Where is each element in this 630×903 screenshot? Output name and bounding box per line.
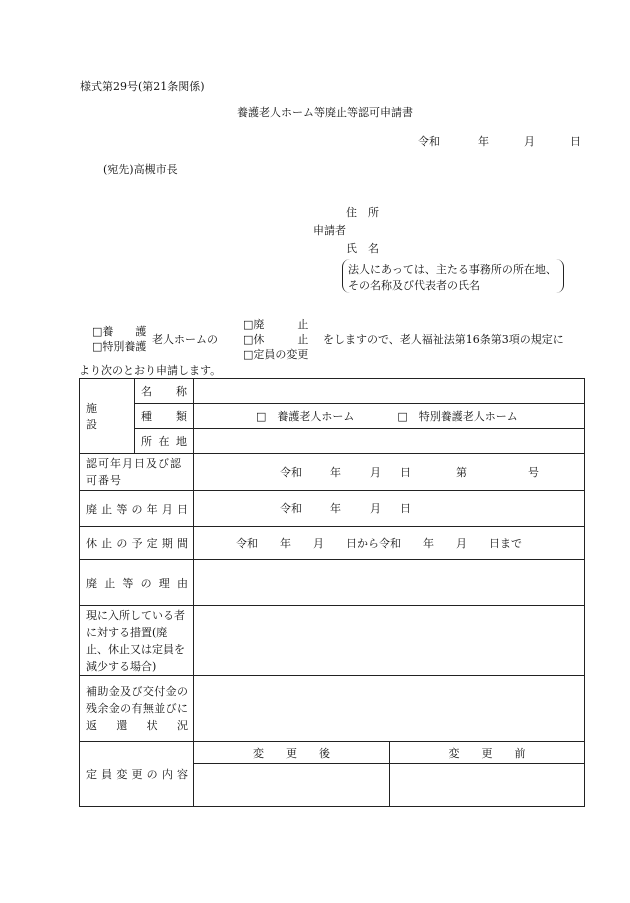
date-year: 年 <box>478 135 489 148</box>
name-label: 氏 名 <box>346 242 379 255</box>
suspend-field[interactable] <box>194 527 585 560</box>
facility-type-field <box>194 404 585 429</box>
reason-label-cell <box>80 560 194 606</box>
before-field[interactable] <box>390 764 585 807</box>
measures-field[interactable] <box>194 606 585 676</box>
suspend-label-cell <box>80 527 194 560</box>
applicant-label: 申請者 <box>313 224 346 237</box>
facility-label-cell <box>80 379 135 454</box>
facility-name-field[interactable] <box>194 379 585 404</box>
type-option-youogo[interactable]: □ 養護老人ホーム <box>256 410 355 423</box>
statement-tail: をしますので、老人福祉法第16条第3項の規定に <box>323 333 564 346</box>
after-header <box>194 742 390 764</box>
date-era: 令和 <box>418 135 440 148</box>
checkbox-abolish[interactable]: □廃 止 <box>243 318 309 331</box>
document-title: 養護老人ホーム等廃止等認可申請書 <box>237 106 413 119</box>
abolish-date-label: 廃止等の年月日 <box>86 502 188 516</box>
application-table <box>79 378 585 807</box>
address-label: 住 所 <box>346 206 379 219</box>
location-label-cell <box>135 429 194 454</box>
approval-year: 年 <box>330 465 341 479</box>
subsidy-field[interactable] <box>194 676 585 742</box>
abolish-year: 年 <box>330 502 341 515</box>
abolish-date-label-cell <box>80 491 194 527</box>
approval-month: 月 <box>370 465 381 479</box>
facility-label: 施 設 <box>86 402 130 431</box>
reason-field[interactable] <box>194 560 585 606</box>
measures-label: 現に入所している者に対する措置(廃止、休止又は定員を減少する場合) <box>86 608 185 673</box>
suspend-label: 休止の予定期間 <box>86 537 188 550</box>
reason-label: 廃止等の理由 <box>86 576 188 590</box>
after-label: 変 更 後 <box>253 746 330 760</box>
checkbox-capacity-change[interactable]: □定員の変更 <box>243 348 309 361</box>
statement-middle: 老人ホームの <box>152 333 218 346</box>
date-month: 月 <box>524 135 535 148</box>
abolish-era: 令和 <box>280 502 302 515</box>
abolish-date-field[interactable] <box>194 491 585 527</box>
addressee: (宛先)高槻市長 <box>103 163 178 176</box>
form-number: 様式第29号(第21条関係) <box>80 80 205 93</box>
subsidy-label-cell <box>80 676 194 742</box>
capacity-label: 定員変更の内容 <box>86 768 188 781</box>
capacity-label-cell <box>80 742 194 807</box>
approval-dai: 第 <box>456 465 467 479</box>
approval-era: 令和 <box>280 465 302 479</box>
abolish-month: 月 <box>370 502 381 515</box>
suspend-period: 令和 年 月 日から令和 年 月 日まで <box>236 537 522 550</box>
note-line-2: その名称及び代表者の氏名 <box>348 279 480 292</box>
approval-label: 認可年月日及び認可番号 <box>86 457 182 487</box>
checkbox-type-tokubetsu[interactable]: □特別養護 <box>92 340 147 353</box>
location-field[interactable] <box>194 429 585 454</box>
location-label: 所在地 <box>141 435 187 448</box>
measures-label-cell <box>80 606 194 676</box>
approval-day: 日 <box>400 465 411 479</box>
note-line-1: 法人にあっては、主たる事務所の所在地、 <box>348 263 557 276</box>
approval-label-cell <box>80 454 194 491</box>
abolish-day: 日 <box>400 502 411 515</box>
approval-go: 号 <box>528 465 539 479</box>
type-label-cell <box>135 404 194 429</box>
after-field[interactable] <box>194 764 390 807</box>
before-header <box>390 742 585 764</box>
date-day: 日 <box>570 135 581 148</box>
checkbox-suspend[interactable]: □休 止 <box>243 333 309 346</box>
statement-continuation: より次のとおり申請します。 <box>79 364 222 377</box>
subsidy-label: 補助金及び交付金の残余金の有無並びに返還状況 <box>86 685 188 732</box>
name-label-cell <box>135 379 194 404</box>
type-option-tokubetsu[interactable]: □ 特別養護老人ホーム <box>397 410 518 423</box>
checkbox-type-youogo[interactable]: □養 護 <box>92 325 147 338</box>
before-label: 変 更 前 <box>448 746 526 760</box>
approval-field[interactable] <box>194 454 585 491</box>
facility-name-label: 名 称 <box>141 385 187 398</box>
facility-type-label: 種 類 <box>141 410 187 423</box>
